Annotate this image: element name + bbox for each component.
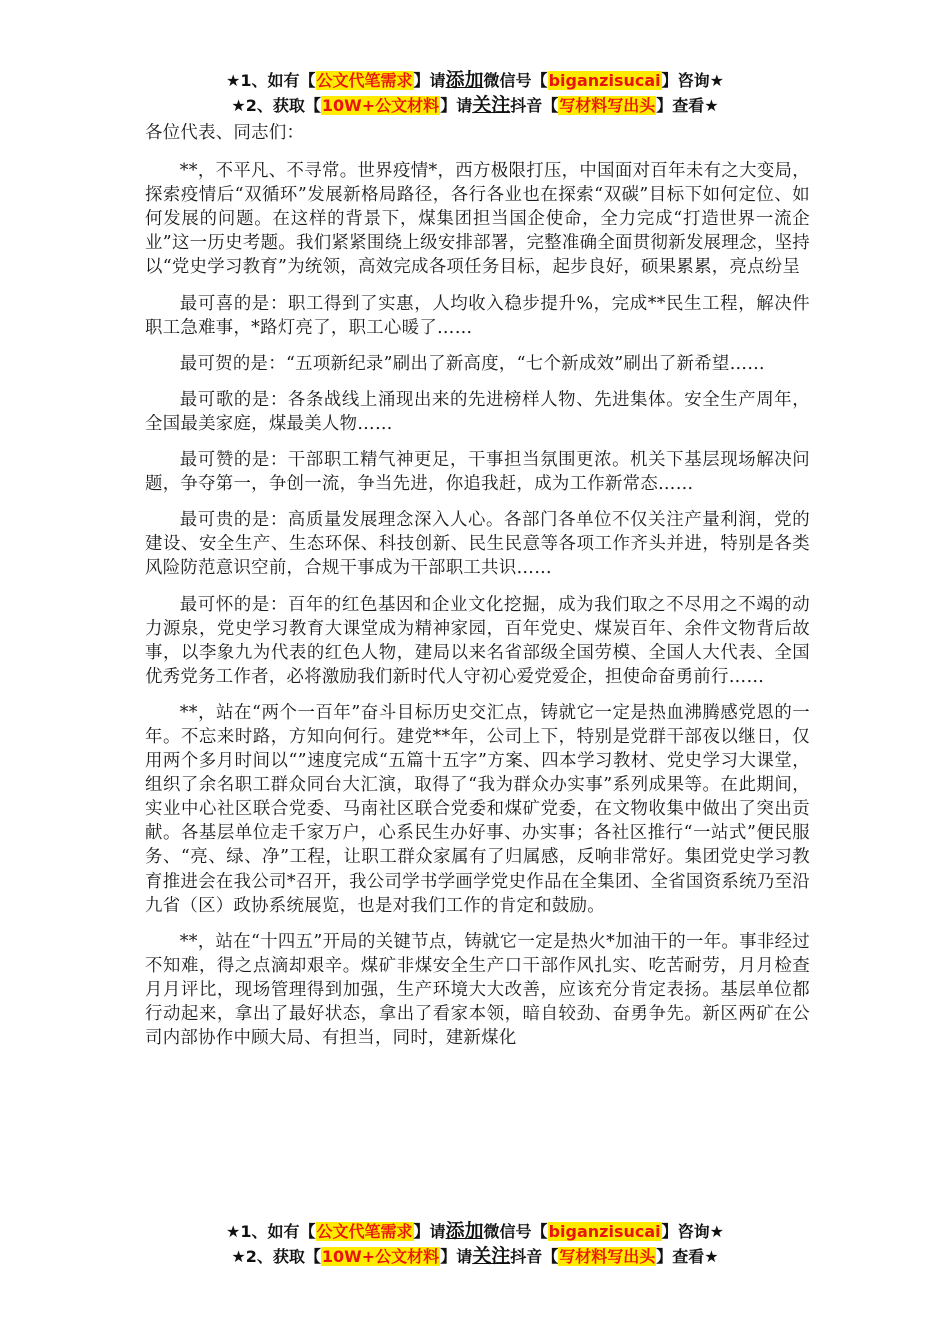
banner-text: ★1、如有【 [226, 1222, 316, 1241]
paragraph: 最可怀的是：百年的红色基因和企业文化挖掘，成为我们取之不尽用之不竭的动力源泉，党史学习教育大课堂成为精神家园，百年党史、煤炭百年、余件文物背后故事，以李象九为代表的红色人物，建局以来名省部级全国劳模、全国人大代表、全国优秀党务工作者，必将激励我们新时代人守初心爱党爱企，担使命奋勇前行…… [145, 594, 810, 687]
banner-emphasis: 添加 [445, 69, 484, 91]
banner-text: ★2、获取【 [231, 96, 321, 115]
banner-text: 】咨询★ [661, 71, 724, 90]
paragraph: **，站在“十四五”开局的关键节点，铸就它一定是热火*加油干的一年。事非经过不知难，得之点滴却艰辛。煤矿非煤安全生产口干部作风扎实、吃苦耐劳，月月检查月月评比，现场管理得到加强，生产环境大大改善，应该充分肯定表扬。基层单位都行动起来，拿出了最好状态，拿出了看家本领，暗自较劲、奋勇争先。新区两矿在公司内部协作中顾大局、有担当，同时，建新煤化 [145, 931, 810, 1049]
greeting: 各位代表、同志们： [145, 123, 305, 143]
banner-highlight: biganzisucai [548, 1222, 661, 1241]
banner-text: ★2、获取【 [231, 1247, 321, 1266]
paragraph: 最可贺的是：“五项新纪录”刷出了新高度，“七个新成效”刷出了新希望…… [179, 353, 765, 374]
banner-highlight: 公文代笔需求 [316, 1222, 413, 1241]
footer-banner [0, 1219, 950, 1269]
banner-text: 微信号【 [483, 1222, 548, 1241]
paragraph: 最可贵的是：高质量发展理念深入人心。各部门各单位不仅关注产量利润，党的建设、安全生产、生态环保、科技创新、民生民意等各项工作齐头并进，特别是各类风险防范意识空前，合规干事成为干部职工共识…… [145, 510, 810, 579]
banner-highlight: 写材料写出头 [559, 1247, 656, 1266]
banner-text: 】请 [440, 1247, 473, 1266]
banner-emphasis: 关注 [472, 94, 511, 116]
banner-highlight: 写材料写出头 [559, 96, 656, 115]
paragraph: 最可喜的是：职工得到了实惠，人均收入稳步提升%，完成**民生工程，解决件职工急难事，*路灯亮了，职工心暖了…… [145, 293, 810, 338]
banner-text: 抖音【 [510, 1247, 559, 1266]
paragraph: 最可歌的是：各条战线上涌现出来的先进榜样人物、先进集体。安全生产周年，全国最美家庭，煤最美人物…… [145, 389, 810, 434]
header-banner-line-2 [0, 93, 950, 118]
banner-text: 】查看★ [656, 1247, 719, 1266]
banner-highlight: 10W+公文材料 [321, 96, 440, 115]
banner-highlight: 公文代笔需求 [316, 71, 413, 90]
header-banner-line-1 [0, 68, 950, 93]
paragraph: **，站在“两个一百年”奋斗目标历史交汇点，铸就它一定是热血沸腾感党恩的一年。不忘来时路，方知向何行。建党**年，公司上下，特别是党群干部夜以继日，仅用两个多月时间以“”速度完成“五篇十五字”方案、四本学习教材、党史学习大课堂，组织了余名职工群众同台大汇演，取得了“我为群众办实事”系列成果等。在此期间，实业中心社区联合党委、马南社区联合党委和煤矿党委，在文物收集中做出了突出贡献。各基层单位走千家万户，心系民生办好事、办实事；各社区推行“一站式”便民服务、“亮、绿、净”工程，让职工群众家属有了归属感，反响非常好。集团党史学习教育推进会在我公司*召开，我公司学书学画学党史作品在全集团、全省国资系统乃至沿九省（区）政协系统展览，也是对我们工作的肯定和鼓励。 [145, 702, 810, 916]
document-body [145, 121, 810, 1062]
banner-emphasis: 添加 [445, 1220, 484, 1242]
banner-text: 抖音【 [510, 96, 559, 115]
banner-emphasis: 关注 [472, 1245, 511, 1267]
paragraph: 最可赞的是：干部职工精气神更足，干事担当氛围更浓。机关下基层现场解决问题，争夺第一，争创一流，争当先进，你追我赶，成为工作新常态…… [145, 450, 810, 495]
banner-text: 】咨询★ [661, 1222, 724, 1241]
header-banner [0, 68, 950, 118]
banner-text: 微信号【 [483, 71, 548, 90]
footer-banner-line-2 [0, 1244, 950, 1269]
paragraph: **，不平凡、不寻常。世界疫情*，西方极限打压，中国面对百年未有之大变局，探索疫情后“双循环”发展新格局路径，各行各业也在探索“双碳”目标下如何定位、如何发展的问题。在这样的背景下，煤集团担当国企使命，全力完成“打造世界一流企业”这一历史考题。我们紧紧围绕上级安排部署，完整准确全面贯彻新发展理念，坚持以“党史学习教育”为统领，高效完成各项任务目标，起步良好，硕果累累，亮点纷呈 [145, 161, 810, 278]
banner-text: 】请 [440, 96, 473, 115]
footer-banner-line-1 [0, 1219, 950, 1244]
banner-text: 】请 [413, 1222, 446, 1241]
banner-highlight: 10W+公文材料 [321, 1247, 440, 1266]
banner-text: ★1、如有【 [226, 71, 316, 90]
banner-highlight: biganzisucai [548, 71, 661, 90]
banner-text: 】请 [413, 71, 446, 90]
banner-text: 】查看★ [656, 96, 719, 115]
